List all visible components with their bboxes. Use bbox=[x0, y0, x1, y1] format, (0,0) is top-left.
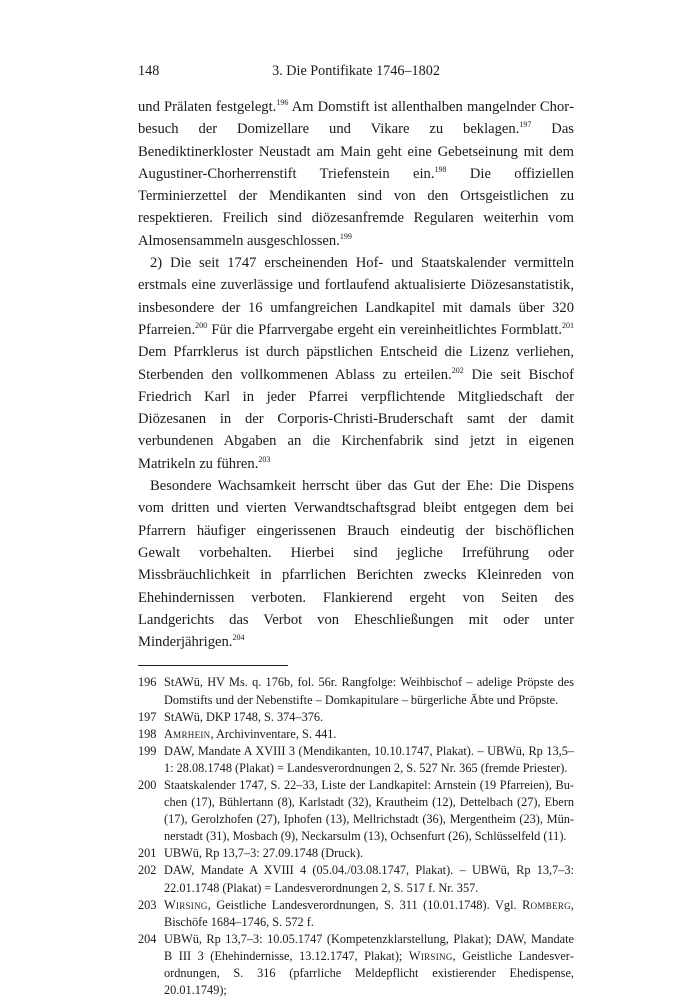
footnote-ref-200[interactable]: 200 bbox=[195, 320, 208, 330]
footnote-number: 196 bbox=[138, 675, 157, 690]
page-number: 148 bbox=[138, 63, 160, 79]
author-name: Wirsing bbox=[164, 897, 208, 912]
text-run: Für die Pfarrvergabe ergeht ein vereinheitlichtes Formblatt. bbox=[207, 321, 562, 338]
author-name: Amrhein bbox=[164, 726, 211, 741]
footnote-text: StAWü, DKP 1748, S. 374–376. bbox=[164, 709, 324, 724]
text-run: , Geistliche Landesverordnungen, S. 311 (10.01.1748). Vgl. bbox=[207, 897, 523, 912]
footnote-text bbox=[164, 897, 574, 931]
footnote-text bbox=[164, 726, 574, 743]
footnote-text: UBWü, Rp 13,7–3: 27.09.1748 (Druck). bbox=[164, 846, 364, 861]
author-name: Wirsing bbox=[408, 948, 453, 963]
footnote-ref-199[interactable]: 199 bbox=[339, 231, 352, 241]
footnote-202 bbox=[138, 862, 574, 896]
footnote-text bbox=[164, 931, 574, 999]
text-run: , Archivinventare, S. 441. bbox=[210, 726, 337, 741]
footnote-ref-196[interactable]: 196 bbox=[276, 98, 289, 107]
author-name: Romberg bbox=[522, 897, 571, 912]
footnote-198 bbox=[138, 726, 574, 743]
footnote-number: 198 bbox=[138, 726, 157, 741]
footnote-text: DAW, Mandate A XVIII 3 (Mendikanten, 10.10.1747, Plakat). – UBWü, Rp 13,5–1: 28.08.1748 (Plakat) = Landesverordnungen 2, S. 527 Nr. 365 (fremde Priester). bbox=[164, 743, 574, 775]
footnote-number: 204 bbox=[138, 931, 157, 946]
footnote-203 bbox=[138, 897, 574, 931]
paragraph-2 bbox=[138, 252, 574, 475]
text-run: und Prälaten festgelegt. bbox=[138, 99, 277, 115]
running-head bbox=[138, 60, 574, 82]
footnote-text: Staatskalender 1747, S. 22–33, Liste der Landkapitel: Arnstein (19 Pfarreien), Buchen (17), Bühlertann (8), Karlstadt (32), Krautheim (12), Dettelbach (27), Ebern (17), Gerolzhofen (27), Iphofen (13), Mellrichstadt (36), Mergentheim (23), Münnerstadt (31), Mosbach (9), Neckarsulm (13), Ochsenfurt (26), Schlüsselfeld (11). bbox=[164, 777, 574, 844]
footnote-196 bbox=[138, 674, 574, 708]
paragraph-3 bbox=[138, 475, 574, 653]
text-run: Dem Pfarrklerus ist durch päpstlichen Entscheid die Lizenz verliehen, Sterbenden den vollkommenen Ablass zu erteilen. bbox=[138, 344, 574, 383]
footnote-text: DAW, Mandate A XVIII 4 (05.04./03.08.1747, Plakat). – UBWü, Rp 13,7–3: 22.01.1748 (Plakat) = Landesverordnungen 2, S. 517 f. Nr. 357. bbox=[164, 863, 574, 895]
text-run: Das Benediktinerkloster Neustadt am Main geht eine Gebetseinung mit dem Augustiner-Chorherrenstift Triefenstein ein. bbox=[138, 121, 574, 182]
footnote-ref-203[interactable]: 203 bbox=[258, 454, 271, 464]
footnote-ref-197[interactable]: 197 bbox=[519, 120, 532, 130]
text-run: Besondere Wachsamkeit herrscht über das Gut der Ehe: Die Dispens vom dritten und vierten Verwandtschaftsgrad bleibt entgegen dem bei Pfarrern häufiger eingerissenen Brauch eindeutig der bischöflichen Gewalt vorbehalten. Hierbei sind jegliche Irreführung oder Missbräuchlichkeit in pfarrlichen Berichten zwecks Kleinreden von Ehehindernissen verboten. Flankierend ergeht von Seiten des Landgerichts das Verbot von Eheschließungen mit oder unter Minderjährigen. bbox=[138, 478, 574, 651]
footnote-ref-201[interactable]: 201 bbox=[562, 320, 574, 330]
text-run: Am Domstift ist allenthalben mangelnder Chorbesuch der Domizellare und Vikare zu beklagen. bbox=[138, 99, 574, 138]
footnote-separator bbox=[138, 665, 288, 666]
text-run: Die seit Bischof Friedrich Karl in jeder Pfarrei verpflichtende Mitgliedschaft der Diözesanen in der Corporis-Christi-Bruderschaft samt der damit verbundenen Abgaben an die Kirchenfabrik sind jetzt in eigenen Matrikeln zu führen. bbox=[138, 366, 575, 472]
body-text bbox=[138, 96, 574, 653]
footnote-200 bbox=[138, 777, 574, 845]
text-run: , Geistliche Landesverordnungen, S. 316 (pfarrliche Meldepflicht existierender Ehedispense, 20.01.1749); bbox=[164, 948, 574, 998]
footnote-number: 200 bbox=[138, 777, 157, 792]
footnote-ref-204[interactable]: 204 bbox=[232, 633, 245, 643]
footnotes bbox=[138, 674, 574, 999]
footnote-199 bbox=[138, 743, 574, 777]
book-page bbox=[138, 60, 574, 999]
footnote-204 bbox=[138, 931, 574, 999]
footnote-201 bbox=[138, 845, 574, 862]
footnote-ref-198[interactable]: 198 bbox=[434, 164, 447, 174]
footnote-number: 202 bbox=[138, 863, 157, 878]
text-run: Die offiziellen Terminierzettel der Mendikanten sind von den Ortsgeistlichen zu respektieren. Freilich sind diözesanfremde Regularen weiterhin vom Almosensammeln ausgeschlossen. bbox=[138, 165, 574, 249]
footnote-ref-202[interactable]: 202 bbox=[451, 365, 464, 375]
footnote-number: 201 bbox=[138, 846, 157, 861]
paragraph-1 bbox=[138, 96, 574, 252]
footnote-number: 199 bbox=[138, 743, 157, 758]
footnote-text: StAWü, HV Ms. q. 176b, fol. 56r. Rangfolge: Weihbischof – adelige Pröpste des Domstifts und der Nebenstifte – Domkapitulare – bürgerliche Äbte und Pröpste. bbox=[164, 675, 574, 707]
text-run: 2) Die seit 1747 erscheinenden Hof- und Staatskalender vermitteln erstmals eine zuverlässige und fortlaufend aktualisierte Diözesanstatistik, insbesondere der 16 umfangreichen Landkapitel mit damals über 320 Pfarreien. bbox=[138, 255, 574, 338]
chapter-title: 3. Die Pontifikate 1746–1802 bbox=[272, 63, 440, 79]
footnote-number: 197 bbox=[138, 709, 157, 724]
text-run: UBWü, Rp 13,7–3: 10.05.1747 (Kompetenzklarstellung, Plakat); DAW, Mandate B III 3 (Ehehindernisse, 13.12.1747, Plakat); bbox=[164, 931, 574, 963]
text-run: , Bischöfe 1684–1746, S. 572 f. bbox=[164, 897, 574, 929]
footnote-number: 203 bbox=[138, 897, 157, 912]
footnote-197 bbox=[138, 709, 574, 726]
